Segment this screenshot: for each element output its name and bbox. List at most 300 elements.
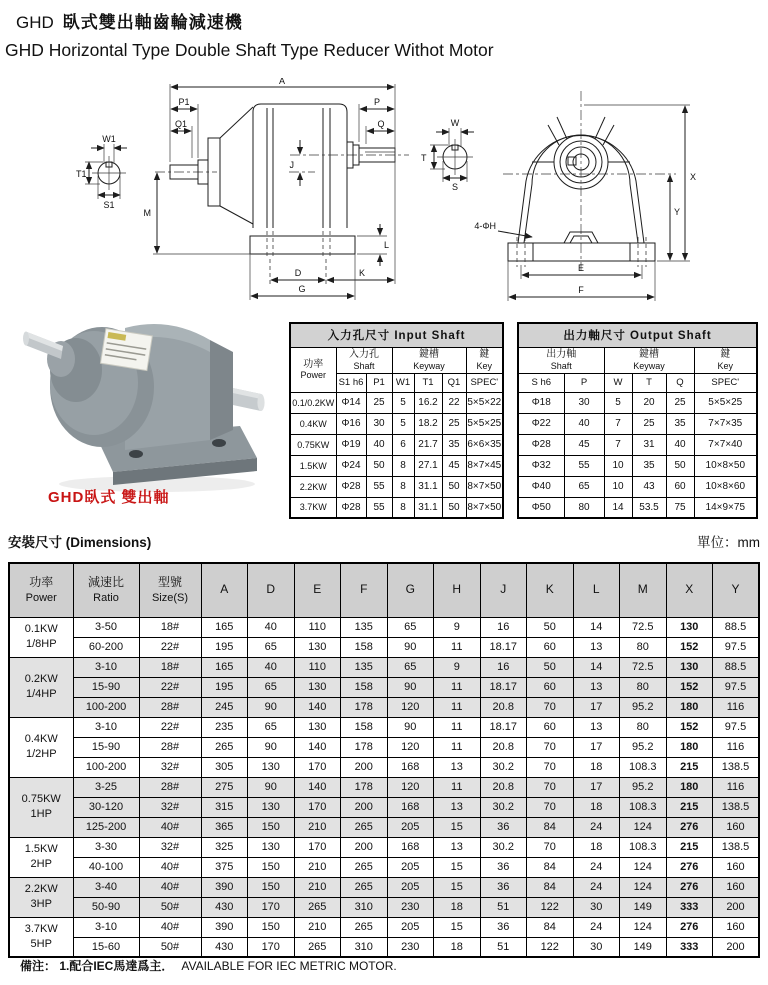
dim-cell: 160 <box>713 817 760 837</box>
dim-cell: 70 <box>527 797 574 817</box>
dim-cell: 24 <box>573 917 620 937</box>
col-header-dim: D <box>248 563 295 617</box>
power-kw: 3.7KW <box>24 922 58 935</box>
dim-cell: 17 <box>573 737 620 757</box>
size-cell: 40# <box>139 917 201 937</box>
dim-cell: 70 <box>527 777 574 797</box>
cell: 50 <box>366 455 392 476</box>
dim-cell: 24 <box>573 817 620 837</box>
dim-cell: 170 <box>248 937 295 957</box>
size-cell: 40# <box>139 877 201 897</box>
dimensions-row <box>9 617 759 637</box>
dim-label-q: Q <box>377 119 385 129</box>
cell: 8 <box>392 476 414 497</box>
col-header-power: 功率 Power <box>9 563 73 617</box>
dim-cell: 36 <box>480 857 527 877</box>
dim-cell: 178 <box>341 737 388 757</box>
dim-cell: 152 <box>666 677 713 697</box>
dim-cell: 138.5 <box>713 797 760 817</box>
ratio-cell: 100-200 <box>73 697 139 717</box>
cell: 8×7×50 <box>466 476 503 497</box>
ratio-cell: 40-100 <box>73 857 139 877</box>
dim-cell: 168 <box>387 797 434 817</box>
dim-cell: 170 <box>294 757 341 777</box>
dim-cell: 130 <box>294 637 341 657</box>
dim-cell: 15 <box>434 817 481 837</box>
dim-cell: 180 <box>666 737 713 757</box>
size-cell: 40# <box>139 817 201 837</box>
dimensions-heading: 安裝尺寸 (Dimensions) <box>8 535 152 550</box>
dim-cell: 14 <box>573 617 620 637</box>
input-shaft-row <box>290 434 503 455</box>
ratio-cell: 3-25 <box>73 777 139 797</box>
subheader: W <box>604 373 632 392</box>
dim-cell: 130 <box>294 677 341 697</box>
dim-cell: 36 <box>480 817 527 837</box>
dim-cell: 130 <box>294 717 341 737</box>
dim-cell: 122 <box>527 937 574 957</box>
dim-cell: 90 <box>248 777 295 797</box>
dim-cell: 50 <box>527 617 574 637</box>
col-header-dim: A <box>201 563 248 617</box>
dim-cell: 150 <box>248 877 295 897</box>
dim-cell: 90 <box>387 717 434 737</box>
dim-cell: 90 <box>248 737 295 757</box>
subheader: Q <box>666 373 694 392</box>
dim-cell: 165 <box>201 617 248 637</box>
cell: 6 <box>392 434 414 455</box>
dim-cell: 130 <box>248 837 295 857</box>
dim-cell: 200 <box>713 897 760 917</box>
dim-cell: 200 <box>713 937 760 957</box>
dim-cell: 265 <box>201 737 248 757</box>
dim-cell: 430 <box>201 897 248 917</box>
cell: 25 <box>666 392 694 413</box>
dim-cell: 90 <box>387 637 434 657</box>
dim-label-w: W <box>450 118 460 128</box>
input-shaft-row <box>290 413 503 434</box>
output-shaft-row <box>518 392 757 413</box>
cell: 0.1/0.2KW <box>290 392 336 413</box>
dim-cell: 150 <box>248 857 295 877</box>
dim-label-a: A <box>278 78 286 86</box>
dim-cell: 276 <box>666 917 713 937</box>
dim-cell: 108.3 <box>620 757 667 777</box>
housing-front-outline <box>503 91 676 271</box>
subheader: S1 h6 <box>336 373 366 392</box>
dim-cell: 51 <box>480 937 527 957</box>
dim-cell: 60 <box>527 717 574 737</box>
dim-cell: 97.5 <box>713 677 760 697</box>
dim-label-k: K <box>358 268 366 278</box>
col-header-keyway: 鍵槽 Keyway <box>604 347 694 373</box>
ratio-cell: 15-60 <box>73 937 139 957</box>
dim-cell: 20.8 <box>480 697 527 717</box>
cell: 10×8×50 <box>694 455 757 476</box>
dim-cell: 149 <box>620 897 667 917</box>
dim-cell: 13 <box>434 757 481 777</box>
dim-cell: 84 <box>527 857 574 877</box>
cell: 21.7 <box>414 434 442 455</box>
cell: 5 <box>392 392 414 413</box>
cell: 8 <box>392 455 414 476</box>
dim-label-s: S <box>451 182 459 192</box>
front-view-dimensions <box>474 105 696 301</box>
dim-cell: 18 <box>434 897 481 917</box>
footer-note-en: AVAILABLE FOR IEC METRIC MOTOR. <box>181 959 397 973</box>
cell: 40 <box>564 413 604 434</box>
dimensions-row <box>9 737 759 757</box>
dim-cell: 95.2 <box>620 697 667 717</box>
size-cell: 32# <box>139 837 201 857</box>
dim-label-t1: T1 <box>76 169 87 179</box>
dimensions-row <box>9 937 759 957</box>
cell: 31.1 <box>414 497 442 518</box>
cell: 6×6×35 <box>466 434 503 455</box>
dim-cell: 16 <box>480 617 527 637</box>
cell: Φ19 <box>336 434 366 455</box>
output-shaft-section-symbol <box>421 118 474 192</box>
dim-cell: 65 <box>248 677 295 697</box>
dim-cell: 108.3 <box>620 797 667 817</box>
power-kw: 0.4KW <box>24 733 58 746</box>
cell: 7×7×35 <box>694 413 757 434</box>
dim-cell: 160 <box>713 877 760 897</box>
cell: Φ28 <box>518 434 564 455</box>
dim-cell: 88.5 <box>713 657 760 677</box>
size-cell: 18# <box>139 617 201 637</box>
dim-cell: 124 <box>620 817 667 837</box>
dim-cell: 11 <box>434 777 481 797</box>
dim-cell: 95.2 <box>620 777 667 797</box>
dim-cell: 325 <box>201 837 248 857</box>
dim-cell: 84 <box>527 877 574 897</box>
dim-cell: 124 <box>620 917 667 937</box>
cell: 10×8×60 <box>694 476 757 497</box>
cell: 53.5 <box>632 497 666 518</box>
dim-cell: 310 <box>341 937 388 957</box>
dim-cell: 215 <box>666 837 713 857</box>
dimensions-row <box>9 877 759 897</box>
subheader: Q1 <box>442 373 466 392</box>
dim-cell: 365 <box>201 817 248 837</box>
dim-cell: 140 <box>294 777 341 797</box>
cell: Φ32 <box>518 455 564 476</box>
ratio-cell: 50-90 <box>73 897 139 917</box>
size-cell: 32# <box>139 757 201 777</box>
dim-label-x: X <box>690 172 697 182</box>
dim-cell: 205 <box>387 857 434 877</box>
dim-cell: 215 <box>666 757 713 777</box>
dim-cell: 90 <box>248 697 295 717</box>
cell: 8×7×45 <box>466 455 503 476</box>
dim-cell: 40 <box>248 617 295 637</box>
input-shaft-row <box>290 476 503 497</box>
dim-cell: 180 <box>666 777 713 797</box>
footer-note <box>20 957 397 974</box>
size-cell: 28# <box>139 697 201 717</box>
dim-cell: 97.5 <box>713 637 760 657</box>
cell: 2.2KW <box>290 476 336 497</box>
dim-cell: 30 <box>573 897 620 917</box>
dim-cell: 18.17 <box>480 637 527 657</box>
cell: 7 <box>604 413 632 434</box>
cell: Φ40 <box>518 476 564 497</box>
output-shaft-row <box>518 497 757 518</box>
ratio-cell: 15-90 <box>73 737 139 757</box>
size-cell: 32# <box>139 797 201 817</box>
dim-cell: 152 <box>666 717 713 737</box>
dim-cell: 150 <box>248 817 295 837</box>
dim-cell: 116 <box>713 777 760 797</box>
dim-cell: 158 <box>341 677 388 697</box>
output-shaft-row <box>518 434 757 455</box>
dim-label-4-holes: 4-ΦH <box>474 221 496 231</box>
dim-cell: 72.5 <box>620 617 667 637</box>
dimensions-row <box>9 777 759 797</box>
dim-label-p1: P1 <box>178 97 190 107</box>
col-header-keyway: 鍵槽 Keyway <box>392 347 466 373</box>
dimensions-row <box>9 857 759 877</box>
dim-cell: 13 <box>573 677 620 697</box>
dim-label-y: Y <box>674 207 681 217</box>
dim-cell: 310 <box>341 897 388 917</box>
dim-cell: 84 <box>527 817 574 837</box>
col-header-dim: K <box>527 563 574 617</box>
power-hp: 3HP <box>30 898 52 910</box>
dim-cell: 265 <box>294 937 341 957</box>
page-title-prefix: GHD <box>16 13 54 32</box>
ratio-cell: 3-10 <box>73 717 139 737</box>
power-cell <box>9 717 73 777</box>
dim-cell: 60 <box>527 637 574 657</box>
col-header-input-shaft: 入力孔 Shaft <box>336 347 392 373</box>
cell: 1.5KW <box>290 455 336 476</box>
power-cell <box>9 657 73 717</box>
dim-cell: 210 <box>294 877 341 897</box>
col-header-dim: G <box>387 563 434 617</box>
dimensions-row <box>9 757 759 777</box>
dim-cell: 276 <box>666 817 713 837</box>
subheader: T1 <box>414 373 442 392</box>
dimensions-row <box>9 917 759 937</box>
dim-cell: 200 <box>341 757 388 777</box>
size-cell: 22# <box>139 717 201 737</box>
dim-cell: 13 <box>434 797 481 817</box>
cell: 0.4KW <box>290 413 336 434</box>
dim-cell: 70 <box>527 757 574 777</box>
dim-cell: 20.8 <box>480 737 527 757</box>
col-header-dim: Y <box>713 563 760 617</box>
power-cell <box>9 837 73 877</box>
output-shaft-row <box>518 455 757 476</box>
dimensions-row <box>9 717 759 737</box>
cell: 5 <box>604 392 632 413</box>
ratio-cell: 30-120 <box>73 797 139 817</box>
col-header-dim: H <box>434 563 481 617</box>
dim-cell: 135 <box>341 617 388 637</box>
dim-cell: 18 <box>434 937 481 957</box>
power-cell <box>9 917 73 957</box>
col-header-dim: E <box>294 563 341 617</box>
dim-cell: 210 <box>294 857 341 877</box>
dimensions-row <box>9 797 759 817</box>
dim-cell: 11 <box>434 677 481 697</box>
cell: Φ14 <box>336 392 366 413</box>
dim-cell: 210 <box>294 917 341 937</box>
cell: 5×5×25 <box>694 392 757 413</box>
dim-cell: 158 <box>341 717 388 737</box>
dimensions-row <box>9 897 759 917</box>
dim-cell: 150 <box>248 917 295 937</box>
dim-cell: 130 <box>666 617 713 637</box>
subheader: S h6 <box>518 373 564 392</box>
dim-cell: 124 <box>620 857 667 877</box>
cell: 5×5×22 <box>466 392 503 413</box>
col-header-size: 型號 Size(S) <box>139 563 201 617</box>
dim-cell: 333 <box>666 897 713 917</box>
cell: 35 <box>442 434 466 455</box>
subheader: W1 <box>392 373 414 392</box>
input-shaft-table <box>289 322 504 519</box>
dim-cell: 178 <box>341 697 388 717</box>
dim-cell: 65 <box>248 637 295 657</box>
power-hp: 5HP <box>30 937 52 950</box>
front-view-drawing <box>418 85 718 315</box>
dim-cell: 170 <box>248 897 295 917</box>
dim-cell: 205 <box>387 817 434 837</box>
footer-note-zh: 備注： 1.配合IEC馬達爲主． <box>20 959 174 973</box>
dimensions-row <box>9 837 759 857</box>
cell: 5×5×25 <box>466 413 503 434</box>
dim-cell: 265 <box>341 857 388 877</box>
power-kw: 0.2KW <box>24 673 58 686</box>
dim-cell: 11 <box>434 637 481 657</box>
cell: 60 <box>666 476 694 497</box>
dim-cell: 275 <box>201 777 248 797</box>
dim-cell: 265 <box>341 817 388 837</box>
dim-cell: 30.2 <box>480 837 527 857</box>
col-header-key: 鍵 Key <box>466 347 503 373</box>
col-header-key: 鍵 Key <box>694 347 757 373</box>
page-subtitle: GHD Horizontal Type Double Shaft Type Reducer Withot Motor <box>5 40 494 60</box>
dim-cell: 30 <box>573 937 620 957</box>
gear-reducer-illustration <box>23 324 265 492</box>
dim-cell: 180 <box>666 697 713 717</box>
size-cell: 50# <box>139 937 201 957</box>
dim-cell: 205 <box>387 877 434 897</box>
dim-cell: 245 <box>201 697 248 717</box>
power-kw: 0.75KW <box>21 793 61 806</box>
dim-cell: 11 <box>434 717 481 737</box>
power-hp: 1/2HP <box>25 748 57 760</box>
dim-cell: 200 <box>341 797 388 817</box>
col-header-ratio: 減速比 Ratio <box>73 563 139 617</box>
subheader: P1 <box>366 373 392 392</box>
cell: 55 <box>564 455 604 476</box>
col-header-power: 功率 Power <box>290 347 336 392</box>
dim-cell: 60 <box>527 677 574 697</box>
size-cell: 50# <box>139 897 201 917</box>
dim-cell: 15 <box>434 917 481 937</box>
dim-cell: 122 <box>527 897 574 917</box>
cell: 35 <box>632 455 666 476</box>
cell: 10 <box>604 455 632 476</box>
dim-cell: 158 <box>341 637 388 657</box>
input-shaft-row <box>290 497 503 518</box>
unit-label: 單位：mm <box>697 535 760 550</box>
dim-cell: 80 <box>620 637 667 657</box>
dim-cell: 13 <box>573 637 620 657</box>
dim-cell: 195 <box>201 637 248 657</box>
col-header-dim: M <box>620 563 667 617</box>
power-hp: 2HP <box>30 858 52 870</box>
cell: Φ18 <box>518 392 564 413</box>
dim-cell: 430 <box>201 937 248 957</box>
cell: 50 <box>666 455 694 476</box>
ratio-cell: 15-90 <box>73 677 139 697</box>
dim-cell: 51 <box>480 897 527 917</box>
dim-cell: 170 <box>294 837 341 857</box>
cell: 25 <box>632 413 666 434</box>
dim-cell: 30.2 <box>480 797 527 817</box>
output-shaft-table-title: 出力軸尺寸 Output Shaft <box>518 323 757 347</box>
cell: 16.2 <box>414 392 442 413</box>
cell: 25 <box>366 392 392 413</box>
dim-cell: 13 <box>573 717 620 737</box>
dim-cell: 235 <box>201 717 248 737</box>
dimensions-table <box>8 562 760 958</box>
cell: 20 <box>632 392 666 413</box>
dimensions-row <box>9 657 759 677</box>
dim-cell: 24 <box>573 857 620 877</box>
dim-cell: 265 <box>341 877 388 897</box>
dim-label-g: G <box>298 284 306 294</box>
dim-cell: 120 <box>387 697 434 717</box>
ratio-cell: 125-200 <box>73 817 139 837</box>
dim-cell: 130 <box>666 657 713 677</box>
dim-cell: 97.5 <box>713 717 760 737</box>
dim-cell: 9 <box>434 617 481 637</box>
dim-label-s1: S1 <box>103 200 115 210</box>
cell: 55 <box>366 476 392 497</box>
size-cell: 28# <box>139 737 201 757</box>
ratio-cell: 3-40 <box>73 877 139 897</box>
dim-cell: 15 <box>434 877 481 897</box>
dim-label-d: D <box>294 268 302 278</box>
side-view-drawing <box>75 78 425 313</box>
cell: Φ28 <box>336 476 366 497</box>
ratio-cell: 3-10 <box>73 657 139 677</box>
dim-label-l: L <box>384 240 390 250</box>
dim-cell: 116 <box>713 737 760 757</box>
dim-cell: 17 <box>573 697 620 717</box>
dim-cell: 108.3 <box>620 837 667 857</box>
cell: Φ28 <box>336 497 366 518</box>
dim-label-m: M <box>143 208 151 218</box>
cell: 14×9×75 <box>694 497 757 518</box>
cell: 31 <box>632 434 666 455</box>
cell: 80 <box>564 497 604 518</box>
dim-cell: 65 <box>387 617 434 637</box>
dim-cell: 140 <box>294 697 341 717</box>
power-kw: 1.5KW <box>24 843 58 856</box>
dim-cell: 18 <box>573 797 620 817</box>
dim-cell: 116 <box>713 697 760 717</box>
power-hp: 1/4HP <box>25 688 57 700</box>
dim-cell: 195 <box>201 677 248 697</box>
col-header-output-shaft: 出力軸 Shaft <box>518 347 604 373</box>
